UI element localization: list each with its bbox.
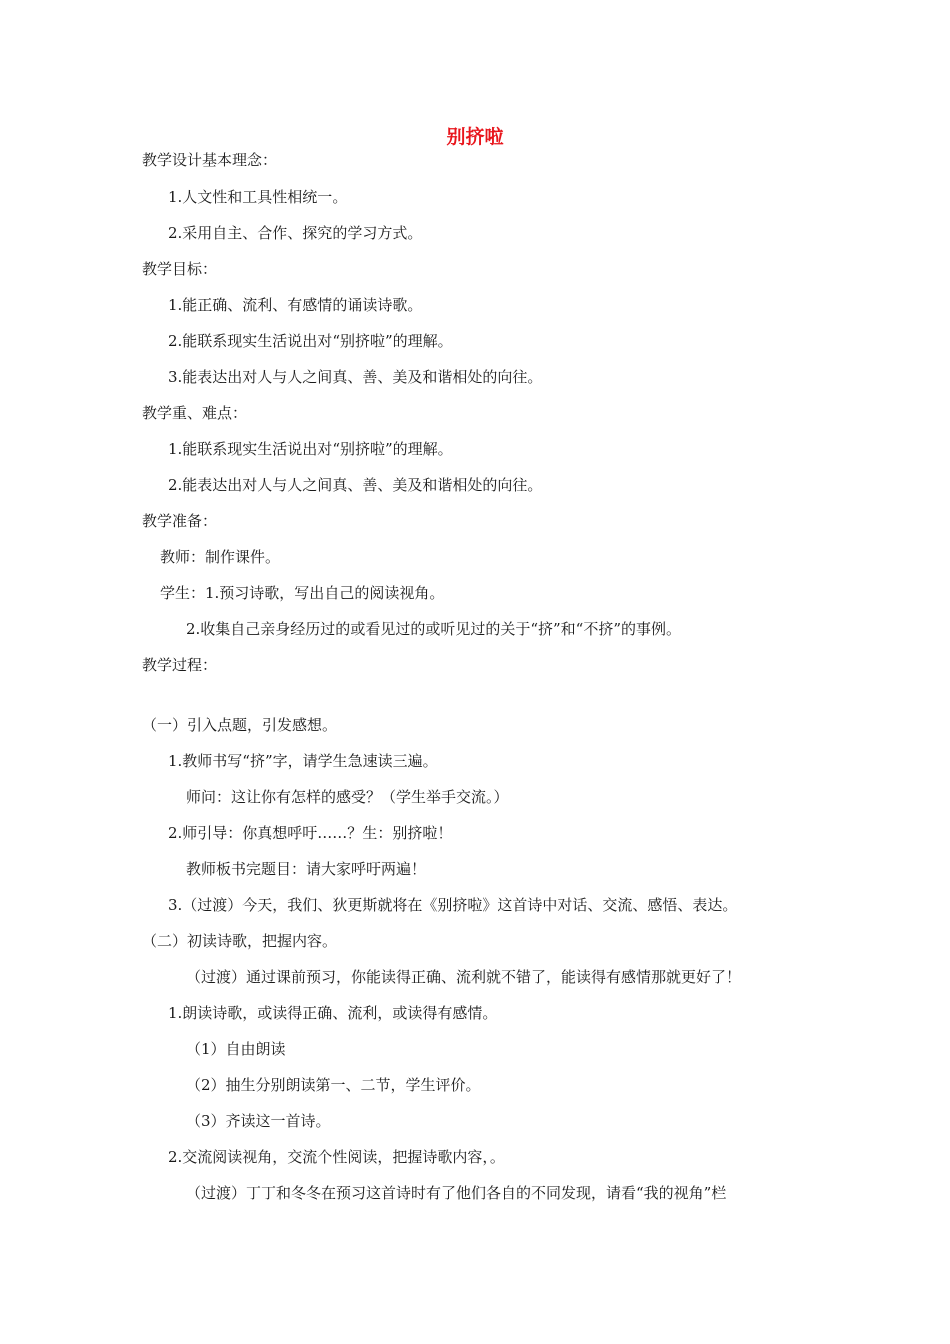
part2-step-1-a: （1）自由朗读 [186, 1040, 286, 1058]
part2-step-1-b: （2）抽生分别朗读第一、二节，学生评价。 [186, 1076, 481, 1094]
section-heading-concept: 教学设计基本理念： [142, 151, 278, 169]
prep-student-1: 学生：1.预习诗歌，写出自己的阅读视角。 [160, 584, 445, 602]
concept-item-2: 2.采用自主、合作、探究的学习方式。 [168, 224, 423, 242]
goal-item-2: 2.能联系现实生活说出对“别挤啦”的理解。 [168, 332, 453, 350]
part1-step-1-question: 师问：这让你有怎样的感受？（学生举手交流。） [186, 788, 509, 806]
part2-step-1-c: （3）齐读这一首诗。 [186, 1112, 331, 1130]
prep-student-2: 2.收集自己亲身经历过的或看见过的或听见过的关于“挤”和“不挤”的事例。 [186, 620, 681, 638]
concept-item-1: 1.人文性和工具性相统一。 [168, 188, 348, 206]
part1-step-2: 2.师引导：你真想呼吁……？生：别挤啦！ [168, 824, 453, 842]
part1-step-2-board: 教师板书完题目：请大家呼吁两遍！ [186, 860, 427, 878]
part2-step-2-transition: （过渡）丁丁和冬冬在预习这首诗时有了他们各自的不同发现，请看“我的视角”栏 [186, 1184, 727, 1202]
prep-teacher: 教师：制作课件。 [160, 548, 281, 566]
part2-heading: （二）初读诗歌，把握内容。 [142, 932, 338, 950]
goal-item-3: 3.能表达出对人与人之间真、善、美及和谐相处的向往。 [168, 368, 543, 386]
section-heading-process: 教学过程： [142, 656, 218, 674]
section-heading-goals: 教学目标： [142, 260, 218, 278]
document-title: 别挤啦 [446, 126, 504, 148]
key-point-item-2: 2.能表达出对人与人之间真、善、美及和谐相处的向往。 [168, 476, 543, 494]
part2-step-2: 2.交流阅读视角，交流个性阅读，把握诗歌内容，。 [168, 1148, 505, 1166]
key-point-item-1: 1.能联系现实生活说出对“别挤啦”的理解。 [168, 440, 453, 458]
part1-step-1: 1.教师书写“挤”字，请学生急速读三遍。 [168, 752, 438, 770]
part2-transition: （过渡）通过课前预习，你能读得正确、流利就不错了，能读得有感情那就更好了！ [186, 968, 742, 986]
part1-step-3: 3.（过渡）今天，我们、狄更斯就将在《别挤啦》这首诗中对话、交流、感悟、表达。 [168, 896, 738, 914]
part1-heading: （一）引入点题，引发感想。 [142, 716, 338, 734]
part2-step-1: 1.朗读诗歌，或读得正确、流利，或读得有感情。 [168, 1004, 498, 1022]
section-heading-preparation: 教学准备： [142, 512, 218, 530]
goal-item-1: 1.能正确、流利、有感情的诵读诗歌。 [168, 296, 423, 314]
section-heading-key-points: 教学重、难点： [142, 404, 248, 422]
